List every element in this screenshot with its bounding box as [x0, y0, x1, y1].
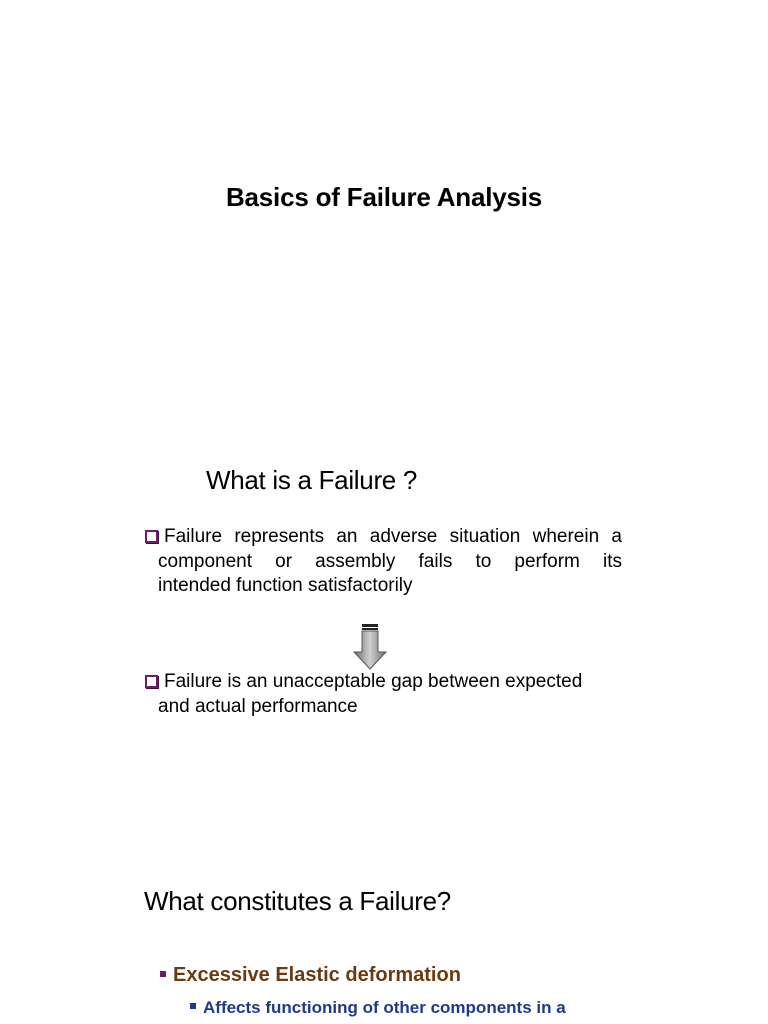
bullet-text: Failure is an unacceptable gap between expected	[164, 671, 583, 692]
bullet-line	[145, 670, 622, 695]
slide-title-what-is-failure: What is a Failure ?	[206, 465, 418, 495]
square-bullet-icon	[190, 1003, 196, 1009]
sub-list-item-affects-functioning	[190, 998, 566, 1018]
bullet-line: component or assembly fails to perform its	[158, 550, 622, 572]
list-item-text: Excessive Elastic deformation	[173, 964, 461, 986]
checkbox-bullet-icon	[145, 530, 158, 543]
bullet-line: intended function satisfactorily	[158, 575, 413, 596]
bullet-line	[145, 525, 622, 550]
checkbox-bullet-icon	[145, 675, 158, 688]
down-arrow-icon	[352, 624, 388, 670]
list-item-elastic-deformation	[160, 964, 461, 987]
bullet-failure-gap	[145, 670, 622, 719]
bullet-line: and actual performance	[158, 695, 358, 717]
list-item-text: Affects functioning of other components in a	[203, 998, 566, 1017]
bullet-text: Failure represents an adverse situation wherein a	[164, 526, 622, 547]
slide-title-what-constitutes: What constitutes a Failure?	[144, 886, 451, 916]
square-bullet-icon	[160, 971, 166, 977]
slide-title-basics: Basics of Failure Analysis	[225, 182, 543, 212]
bullet-failure-definition	[145, 525, 622, 599]
